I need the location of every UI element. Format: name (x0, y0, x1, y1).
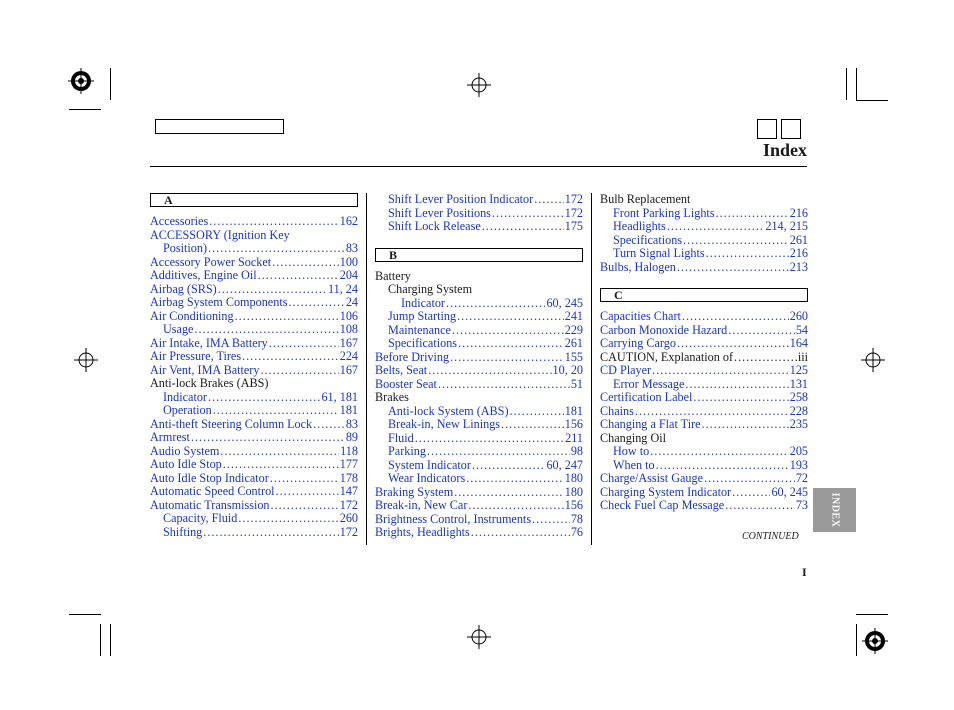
dot-leader (466, 472, 564, 486)
index-entry (150, 377, 358, 391)
page-title: Index (762, 140, 807, 160)
continued-label: CONTINUED (742, 531, 799, 542)
dot-leader (468, 499, 563, 513)
dot-leader (458, 337, 564, 351)
dot-leader (209, 215, 339, 229)
entry-term: Chains (600, 404, 634, 418)
index-entry[interactable] (150, 499, 358, 513)
index-entry[interactable] (375, 526, 583, 540)
entry-term: Position) (163, 242, 208, 255)
entry-page: 224 (339, 350, 358, 363)
index-entry (375, 270, 583, 284)
entry-page: 147 (339, 485, 358, 498)
index-entry (600, 193, 808, 207)
entry-term: Braking System (375, 485, 454, 499)
entry-term: Shift Lever Positions (388, 206, 491, 220)
index-entry[interactable] (150, 364, 358, 378)
index-entry[interactable] (150, 269, 358, 283)
entry-page: 261 (564, 337, 583, 350)
entry-page: 177 (339, 458, 358, 471)
section-letter-header: C (600, 288, 808, 302)
entry-page: 98 (570, 445, 583, 458)
index-entry[interactable] (375, 486, 583, 500)
index-entry[interactable] (600, 234, 808, 248)
entry-term: How to (613, 445, 650, 458)
dot-leader (194, 323, 338, 337)
dot-leader (652, 364, 789, 378)
nav-prev-box[interactable] (757, 119, 777, 139)
entry-term: Indicator (163, 390, 207, 404)
dot-leader (218, 283, 327, 297)
entry-page: 180 (564, 485, 583, 499)
dot-leader (313, 418, 345, 432)
entry-term: Error Message (613, 377, 685, 391)
index-entry (600, 351, 808, 365)
crosshair-icon (467, 73, 491, 97)
registration-mark-icon (862, 628, 888, 654)
index-entry[interactable] (150, 445, 358, 459)
index-entry[interactable] (600, 324, 808, 338)
entry-term: Specifications (388, 337, 458, 350)
index-entry[interactable] (600, 405, 808, 419)
index-entry[interactable] (600, 445, 808, 459)
entry-term: Check Fuel Cap Message (600, 499, 725, 512)
column-separator (366, 193, 367, 545)
entry-page: 181 (564, 404, 583, 418)
index-entry[interactable] (600, 220, 808, 234)
entry-page: 10, 20 (552, 364, 583, 377)
index-entry[interactable] (375, 364, 583, 378)
index-entry (375, 283, 583, 297)
entry-page: 100 (339, 255, 358, 269)
dot-leader (482, 220, 564, 234)
index-entry[interactable] (375, 459, 583, 473)
entry-page: 162 (339, 215, 358, 228)
index-entry[interactable] (600, 364, 808, 378)
dot-leader (534, 193, 564, 207)
entry-term: Anti-theft Steering Column Lock (150, 417, 313, 431)
entry-page: 164 (789, 337, 808, 350)
index-side-tab[interactable] (813, 488, 856, 532)
entry-term: Airbag (SRS) (150, 282, 217, 296)
entry-page: 60, 247 (546, 458, 583, 472)
index-entry[interactable] (375, 432, 583, 446)
dot-leader (213, 404, 339, 418)
dot-leader (667, 220, 765, 234)
entry-term: System Indicator (388, 458, 471, 472)
index-entry[interactable] (375, 193, 583, 207)
entry-term: Break-in, New Car (375, 499, 468, 512)
entry-term: Airbag System Components (150, 296, 288, 309)
index-entry[interactable] (375, 297, 583, 311)
entry-term: Anti-lock Brakes (ABS) (150, 377, 269, 390)
entry-page: 118 (340, 444, 358, 458)
entry-term: Additives, Engine Oil (150, 269, 257, 282)
entry-term: Auto Idle Stop Indicator (150, 471, 269, 485)
entry-term: Jump Starting (388, 310, 457, 323)
dot-leader (242, 350, 339, 364)
dot-leader (235, 310, 339, 324)
column-separator (591, 193, 592, 545)
entry-term: Shift Lock Release (388, 220, 481, 233)
entry-term: CAUTION, Explanation of (600, 350, 734, 364)
dot-leader (427, 445, 570, 459)
entry-page: 214, 215 (765, 220, 808, 233)
entry-term: Operation (163, 404, 212, 417)
entry-term: Shifting (163, 525, 203, 539)
entry-term: Armrest (150, 431, 190, 444)
entry-term: Indicator (401, 296, 445, 310)
entry-term: Charge/Assist Gauge (600, 472, 704, 485)
entry-page: 216 (789, 247, 808, 260)
entry-page: 261 (789, 233, 808, 247)
index-entry[interactable] (375, 472, 583, 486)
index-entry[interactable] (600, 391, 808, 405)
dot-leader (656, 459, 789, 473)
index-entry[interactable] (600, 261, 808, 275)
header-label-box (155, 119, 284, 134)
dot-leader (269, 337, 339, 351)
index-entry[interactable] (375, 445, 583, 459)
dot-leader (203, 526, 338, 540)
index-entry[interactable] (375, 220, 583, 234)
index-entry[interactable] (150, 242, 358, 256)
entry-term: Automatic Speed Control (150, 485, 275, 498)
index-entry[interactable] (375, 405, 583, 419)
index-entry[interactable] (150, 296, 358, 310)
entry-page: 83 (345, 242, 358, 255)
index-entry[interactable] (600, 459, 808, 473)
entry-page: 229 (564, 323, 583, 337)
entry-page: 181 (339, 404, 358, 417)
index-entry[interactable] (375, 513, 583, 527)
index-entry[interactable] (600, 247, 808, 261)
dot-leader (501, 418, 564, 432)
entry-term: Fluid (388, 431, 414, 445)
index-entry[interactable] (150, 323, 358, 337)
index-entry[interactable] (375, 324, 583, 338)
entry-term: Brightness Control, Instruments (375, 512, 532, 526)
index-column-3 (600, 193, 808, 513)
crosshair-icon (467, 625, 491, 649)
entry-page: 216 (789, 206, 808, 220)
dot-leader (454, 486, 564, 500)
entry-page: 193 (789, 458, 808, 472)
dot-leader (732, 486, 770, 500)
entry-term: Air Intake, IMA Battery (150, 336, 268, 350)
entry-term: Accessories (150, 215, 209, 228)
index-entry[interactable] (150, 391, 358, 405)
index-entry (375, 391, 583, 405)
entry-term: CD Player (600, 364, 652, 377)
entry-term: Changing a Flat Tire (600, 418, 701, 431)
entry-page: 51 (570, 377, 583, 391)
index-entry[interactable] (600, 207, 808, 221)
entry-page: 241 (564, 310, 583, 323)
entry-page: 60, 245 (771, 485, 808, 499)
entry-term: Air Pressure, Tires (150, 350, 242, 363)
entry-page: 61, 181 (321, 390, 358, 404)
index-entry[interactable] (375, 337, 583, 351)
entry-page: 228 (789, 404, 808, 418)
entry-term: Headlights (613, 220, 666, 233)
entry-term: Specifications (613, 233, 683, 247)
index-entry[interactable] (150, 256, 358, 270)
index-entry[interactable] (150, 458, 358, 472)
index-column-1 (150, 193, 358, 539)
index-entry[interactable] (150, 472, 358, 486)
section-letter-header: A (150, 193, 358, 207)
dot-leader (271, 499, 339, 513)
entry-page: 155 (564, 350, 583, 364)
dot-leader (693, 391, 788, 405)
entry-term: Booster Seat (375, 377, 437, 391)
entry-term: Capacity, Fluid (163, 512, 238, 525)
entry-page: 213 (789, 260, 808, 274)
entry-term: Belts, Seat (375, 364, 428, 377)
entry-term: Changing Oil (600, 431, 667, 445)
section-letter-header: B (375, 248, 583, 262)
entry-page: 178 (339, 471, 358, 485)
index-entry[interactable] (150, 310, 358, 324)
entry-page: 131 (789, 377, 808, 391)
section-spacer (600, 274, 808, 288)
entry-term: Anti-lock System (ABS) (388, 404, 509, 418)
dot-leader (276, 485, 339, 499)
entry-term: Wear Indicators (388, 472, 466, 485)
index-entry[interactable] (150, 283, 358, 297)
entry-term: Battery (375, 269, 411, 283)
entry-page: 156 (564, 418, 583, 431)
index-entry[interactable] (375, 207, 583, 221)
dot-leader (446, 297, 545, 311)
entry-page: 172 (339, 498, 358, 512)
entry-term: Audio System (150, 444, 220, 458)
index-entry[interactable] (600, 499, 808, 513)
index-entry[interactable] (600, 378, 808, 392)
entry-page: 156 (564, 499, 583, 512)
entry-term: Auto Idle Stop (150, 458, 222, 471)
entry-page: 205 (789, 445, 808, 458)
entry-term: Bulb Replacement (600, 193, 691, 206)
entry-page: 11, 24 (327, 282, 358, 296)
dot-leader (677, 261, 789, 275)
dot-leader (208, 391, 320, 405)
dot-leader (706, 247, 789, 261)
dot-leader (716, 207, 789, 221)
entry-term: Before Driving (375, 350, 450, 364)
entry-page: 108 (339, 323, 358, 336)
entry-page: 172 (564, 206, 583, 220)
index-entry[interactable] (375, 310, 583, 324)
entry-term: Carbon Monoxide Hazard (600, 323, 728, 337)
entry-term: Usage (163, 323, 194, 336)
entry-term: ACCESSORY (Ignition Key (150, 228, 290, 242)
entry-page: 235 (789, 418, 808, 431)
entry-page: 78 (570, 512, 583, 526)
index-entry[interactable] (150, 215, 358, 229)
dot-leader (677, 337, 789, 351)
header-rule (150, 166, 807, 167)
dot-leader (635, 405, 789, 419)
dot-leader (734, 351, 797, 365)
entry-term: Charging System (388, 283, 473, 296)
dot-leader (208, 242, 345, 256)
entry-term: Carrying Cargo (600, 337, 676, 350)
entry-term: Capacities Chart (600, 310, 681, 323)
entry-term: Maintenance (388, 323, 451, 337)
entry-term: When to (613, 458, 655, 472)
index-entry[interactable] (150, 337, 358, 351)
index-entry[interactable] (600, 310, 808, 324)
entry-page: iii (797, 350, 808, 364)
dot-leader (682, 310, 789, 324)
entry-page: 258 (789, 391, 808, 404)
page-number: I (802, 565, 807, 579)
nav-next-box[interactable] (781, 119, 801, 139)
dot-leader (428, 364, 551, 378)
dot-leader (683, 234, 789, 248)
dot-leader (472, 459, 546, 473)
dot-leader (258, 269, 339, 283)
index-entry[interactable] (150, 526, 358, 540)
dot-leader (704, 472, 795, 486)
dot-leader (272, 256, 339, 270)
index-entry[interactable] (600, 418, 808, 432)
index-entry[interactable] (150, 512, 358, 526)
crosshair-icon (74, 348, 98, 372)
entry-page: 204 (339, 269, 358, 282)
crosshair-icon (861, 348, 885, 372)
dot-leader (415, 432, 564, 446)
entry-term: Bulbs, Halogen (600, 260, 676, 274)
dot-leader (238, 512, 338, 526)
entry-term: Air Conditioning (150, 309, 234, 323)
entry-term: Air Vent, IMA Battery (150, 363, 260, 377)
entry-page: 167 (339, 363, 358, 377)
index-entry[interactable] (150, 418, 358, 432)
index-entry[interactable] (600, 486, 808, 500)
dot-leader (223, 458, 339, 472)
dot-leader (532, 513, 570, 527)
dot-leader (452, 324, 564, 338)
entry-page: 172 (339, 525, 358, 539)
entry-page: 24 (345, 296, 358, 309)
dot-leader (270, 472, 339, 486)
dot-leader (492, 207, 564, 221)
index-entry[interactable] (150, 350, 358, 364)
entry-page: 89 (345, 431, 358, 444)
entry-term: Brakes (375, 391, 409, 404)
registration-mark-icon (68, 68, 94, 94)
index-entry[interactable] (150, 229, 358, 243)
dot-leader (438, 378, 570, 392)
entry-term: Shift Lever Position Indicator (388, 193, 534, 206)
entry-page: 83 (345, 417, 358, 431)
entry-page: 172 (564, 193, 583, 206)
dot-leader (728, 324, 795, 338)
index-entry (600, 432, 808, 446)
index-entry[interactable] (375, 378, 583, 392)
index-column-2 (375, 193, 583, 540)
entry-page: 167 (339, 336, 358, 350)
index-entry[interactable] (150, 485, 358, 499)
dot-leader (288, 296, 344, 310)
entry-page: 260 (339, 512, 358, 525)
entry-term: Certification Label (600, 391, 693, 404)
entry-page: 211 (565, 431, 583, 445)
index-entry[interactable] (600, 337, 808, 351)
entry-page: 73 (795, 499, 808, 512)
entry-term: Automatic Transmission (150, 498, 270, 512)
entry-page: 54 (795, 323, 808, 337)
entry-page: 260 (789, 310, 808, 323)
index-entry[interactable] (600, 472, 808, 486)
dot-leader (191, 431, 345, 445)
entry-term: Front Parking Lights (613, 206, 715, 220)
entry-term: Charging System Indicator (600, 485, 732, 499)
dot-leader (685, 378, 788, 392)
dot-leader (702, 418, 789, 432)
entry-term: Accessory Power Socket (150, 255, 272, 269)
index-entry[interactable] (375, 418, 583, 432)
dot-leader (260, 364, 338, 378)
section-spacer (375, 234, 583, 248)
entry-page: 106 (339, 309, 358, 323)
index-entry[interactable] (375, 499, 583, 513)
dot-leader (471, 526, 570, 540)
dot-leader (510, 405, 564, 419)
entry-page: 125 (789, 364, 808, 377)
side-tab-label: INDEX (829, 492, 840, 528)
index-entry[interactable] (150, 404, 358, 418)
entry-page: 175 (564, 220, 583, 233)
entry-term: Brights, Headlights (375, 526, 470, 539)
index-entry[interactable] (150, 431, 358, 445)
dot-leader (457, 310, 564, 324)
dot-leader (220, 445, 339, 459)
index-entry[interactable] (375, 351, 583, 365)
entry-term: Turn Signal Lights (613, 247, 705, 260)
entry-page: 60, 245 (546, 296, 583, 310)
entry-page: 76 (570, 526, 583, 539)
entry-term: Parking (388, 445, 426, 458)
entry-page: 180 (564, 472, 583, 485)
dot-leader (450, 351, 564, 365)
entry-term: Break-in, New Linings (388, 418, 501, 431)
entry-page: 72 (795, 472, 808, 485)
dot-leader (725, 499, 795, 513)
dot-leader (650, 445, 788, 459)
